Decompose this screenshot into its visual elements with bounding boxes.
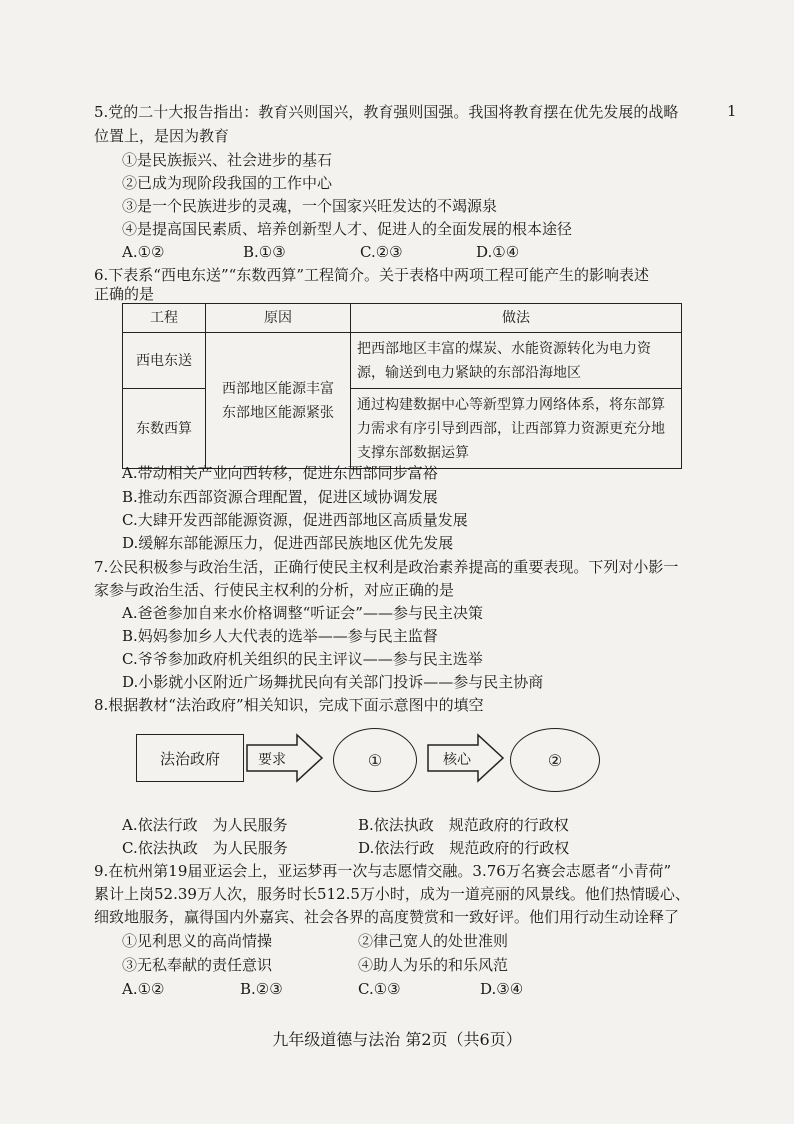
q6-option-a[interactable]: A.带动相关产业向西转移，促进东西部同步富裕 [122,464,438,482]
reason-line-2: 东部地区能源紧张 [222,404,334,421]
diagram-circle-2-label: ② [547,750,563,770]
table-cell-project-1: 西电东送 [123,333,206,389]
diagram-circle-2 [510,728,600,792]
q9-option-d[interactable]: D.③④ [480,980,524,998]
table-header-project: 工程 [123,304,206,333]
q6-option-c[interactable]: C.大肆开发西部能源资源，促进西部地区高质量发展 [122,511,468,529]
q6-option-d[interactable]: D.缓解东部能源压力，促进西部民族地区优先发展 [122,534,454,552]
table-cell-method-2: 通过构建数据中心等新型算力网络体系，将东部算力需求有序引导到西部，让西部算力资源更充分地支撑东部数据运算 [351,389,682,469]
diagram-arrow-2-label: 核心 [443,752,471,768]
q5-option-b[interactable]: B.①③ [243,243,286,261]
q9-option-c[interactable]: C.①③ [358,980,401,998]
q5-statement-2: ②已成为现阶段我国的工作中心 [122,174,333,192]
q9-statement-4: ④助人为乐的和乐风范 [358,956,509,974]
q9-stem-line3: 细致地服务，赢得国内外嘉宾、社会各界的高度赞赏和一致好评。他们用行动生动诠释了 [94,908,680,926]
q8-option-c[interactable]: C.依法执政 为人民服务 [122,839,288,857]
diagram-circle-1-label: ① [367,750,383,770]
margin-mark: 1 [727,102,737,120]
q5-statement-4: ④是提高国民素质、培养创新型人才、促进人的全面发展的根本途径 [122,220,573,238]
q9-statement-1: ①见利思义的高尚情操 [122,932,273,950]
q7-option-a[interactable]: A.爸爸参加自来水价格调整“听证会”——参与民主决策 [122,604,483,622]
diagram-box-label: 法治政府 [159,749,220,768]
table-header-reason: 原因 [206,304,351,333]
q7-stem-line1: 7.公民积极参与政治生活，正确行使民主权利是政治素养提高的重要表现。下列对小影一 [94,558,679,576]
diagram-circle-1 [333,728,417,792]
q9-option-a[interactable]: A.①② [122,980,165,998]
q5-stem-line2: 位置上，是因为教育 [94,127,230,145]
q9-statement-2: ②律己宽人的处世准则 [358,932,509,950]
q6-stem-line1: 6.下表系“西电东送”“东数西算”工程简介。关于表格中两项工程可能产生的影响表述 [94,266,649,284]
table-header-method: 做法 [351,304,682,333]
table-cell-method-1: 把西部地区丰富的煤炭、水能资源转化为电力资源，输送到电力紧缺的东部沿海地区 [351,333,682,389]
diagram-box-rule-of-law-government [136,734,244,782]
q6-option-b[interactable]: B.推动东西部资源合理配置，促进区域协调发展 [122,488,438,506]
q5-option-c[interactable]: C.②③ [360,243,403,261]
q6-stem-line2: 正确的是 [94,285,155,303]
q5-statement-1: ①是民族振兴、社会进步的基石 [122,151,333,169]
q8-option-a[interactable]: A.依法行政 为人民服务 [122,816,288,834]
q9-stem-line1: 9.在杭州第19届亚运会上，亚运梦再一次与志愿情交融。3.76万名赛会志愿者“小青荷” [94,862,672,880]
q8-option-d[interactable]: D.依法行政 规范政府的行政权 [358,839,570,857]
table-cell-reason [206,333,351,469]
q5-option-d[interactable]: D.①④ [476,243,520,261]
q9-statement-3: ③无私奉献的责任意识 [122,956,273,974]
q5-stem-line1: 5.党的二十大报告指出：教育兴则国兴，教育强则国强。我国将教育摆在优先发展的战略 [94,103,679,121]
q8-option-b[interactable]: B.依法执政 规范政府的行政权 [358,816,569,834]
q5-option-a[interactable]: A.①② [122,243,165,261]
page-footer: 九年级道德与法治 第2页（共6页） [272,1030,522,1049]
q9-stem-line2: 累计上岗52.39万人次，服务时长512.5万小时，成为一道亮丽的风景线。他们热情暖心、 [94,885,690,903]
q5-statement-3: ③是一个民族进步的灵魂，一个国家兴旺发达的不竭源泉 [122,197,498,215]
q6-table [122,303,682,469]
q9-option-b[interactable]: B.②③ [240,980,283,998]
q7-stem-line2: 家参与政治生活、行使民主权利的分析，对应正确的是 [94,581,455,599]
reason-line-1: 西部地区能源丰富 [222,380,334,397]
q7-option-d[interactable]: D.小影就小区附近广场舞扰民向有关部门投诉——参与民主协商 [122,673,544,691]
table-cell-project-2: 东数西算 [123,389,206,469]
q7-option-b[interactable]: B.妈妈参加乡人大代表的选举——参与民主监督 [122,627,438,645]
q7-option-c[interactable]: C.爷爷参加政府机关组织的民主评议——参与民主选举 [122,650,483,668]
q8-stem: 8.根据教材“法治政府”相关知识，完成下面示意图中的填空 [94,696,484,714]
diagram-arrow-1-label: 要求 [258,752,286,768]
